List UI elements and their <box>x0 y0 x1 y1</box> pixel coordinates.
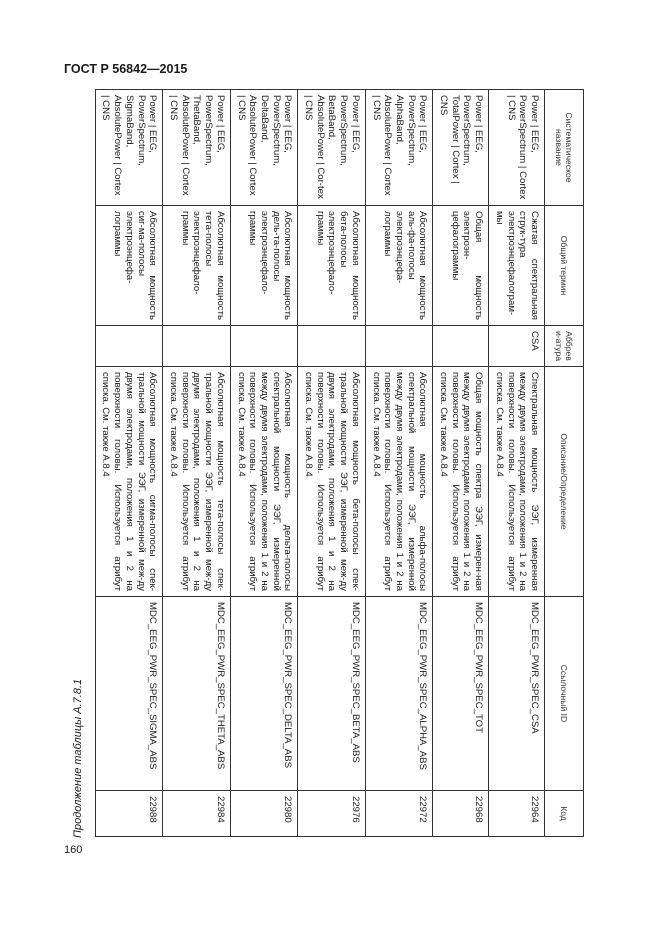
common-term-cell: Абсолютная мощность дель-та-полосы электроэнцефало-граммы <box>230 206 298 326</box>
code-cell: 22964 <box>489 791 545 837</box>
table-row <box>433 90 489 837</box>
column-header: Код <box>545 791 584 837</box>
column-header: Общий термин <box>545 206 584 326</box>
table-row <box>489 90 545 837</box>
common-term-cell: Абсолютная мощность сиг-ма-полосы электроэнцефа-лограммы <box>95 206 163 326</box>
systematic-name-cell: Power | EEG, PowerSpectrum, DeltaBand, AbsolutePower | Cortex | CNS <box>230 90 298 206</box>
description-cell: Абсолютная мощность сигма-полосы спек-тральной мощности ЭЭГ, измеренной меж-ду двумя электродами, положения 1 и 2 на поверхности головы. Используется атрибут списка. См. также А.8.4 <box>95 367 163 597</box>
reference-id-cell: MDC_EEG_PWR_SPEC_TOT <box>433 597 489 791</box>
reference-id-cell: MDC_EEG_PWR_SPEC_BETA_ABS <box>298 597 366 791</box>
abbreviation-cell <box>433 326 489 367</box>
column-header: Описание/Определение <box>545 367 584 597</box>
abbreviation-cell <box>298 326 366 367</box>
code-cell: 22988 <box>95 791 163 837</box>
code-cell: 22984 <box>163 791 231 837</box>
systematic-name-cell: Power | EEG, PowerSpectrum, BetaBand, AbsolutePower | Cor-tex | CNS <box>298 90 366 206</box>
systematic-name-cell: Power | EEG, PowerSpectrum | Cortex | CNS <box>489 90 545 206</box>
rotated-table-container <box>100 89 584 836</box>
description-cell: Спектральная мощность ЭЭГ, измеренная между двумя электродами, положения 1 и 2 на поверхности головы. Используется атрибут списка. См. также А.8.4 <box>489 367 545 597</box>
common-term-cell: Абсолютная мощность бета-полосы электроэнцефало-граммы <box>298 206 366 326</box>
column-header: Систематическое название <box>545 90 584 206</box>
description-cell: Общая мощность спектра ЭЭГ, измерен-ная между двумя электродами, положения 1 и 2 на поверхности головы. Используется атрибут списка. См. также А.8.4 <box>433 367 489 597</box>
table-continuation-label: Продолжение таблицы А.7.8.1 <box>72 678 84 838</box>
column-header: Аббреви-атура <box>545 326 584 367</box>
abbreviation-cell <box>95 326 163 367</box>
table-header-row <box>545 90 584 837</box>
code-cell: 22972 <box>365 791 433 837</box>
table-row <box>298 90 366 837</box>
abbreviation-cell <box>163 326 231 367</box>
table-row <box>230 90 298 837</box>
table-row <box>95 90 163 837</box>
abbreviation-cell <box>230 326 298 367</box>
description-cell: Абсолютная мощность бета-полосы спек-тральной мощности ЭЭГ, измеренной меж-ду двумя электродами, положения 1 и 2 на поверхности головы. Используется атрибут списка. См. также А.8.4 <box>298 367 366 597</box>
common-term-cell: Абсолютная мощность аль-фа-полосы электроэнцефа-лограммы <box>365 206 433 326</box>
standard-title: ГОСТ Р 56842—2015 <box>64 62 188 76</box>
reference-id-cell: MDC_EEG_PWR_SPEC_DELTA_ABS <box>230 597 298 791</box>
code-cell: 22980 <box>230 791 298 837</box>
description-cell: Абсолютная мощность дельта-полосы спектральной мощности ЭЭГ, измеренной между двумя электродами, положения 1 и 2 на поверхности головы. Используется атрибут списка. См. также А.8.4 <box>230 367 298 597</box>
code-cell: 22968 <box>433 791 489 837</box>
common-term-cell: Абсолютная мощность тета-полосы электроэнцефало-граммы <box>163 206 231 326</box>
page-number: 160 <box>64 844 83 856</box>
abbreviation-cell <box>365 326 433 367</box>
terms-table <box>95 89 584 837</box>
systematic-name-cell: Power | EEG, PowerSpectrum, AlphaBand, AbsolutePower | Cortex | CNS <box>365 90 433 206</box>
systematic-name-cell: Power | EEG, PowerSpectrum, ThetaBand, AbsolutePower | Cortex | CNS <box>163 90 231 206</box>
table-row <box>365 90 433 837</box>
table-row <box>163 90 231 837</box>
reference-id-cell: MDC_EEG_PWR_SPEC_SIGMA_ABS <box>95 597 163 791</box>
reference-id-cell: MDC_EEG_PWR_SPEC_CSA <box>489 597 545 791</box>
common-term-cell: Общая мощность электроэн-цефалограммы <box>433 206 489 326</box>
common-term-cell: Сжатая спектральная струк-тура электроэнцефалограм-мы <box>489 206 545 326</box>
description-cell: Абсолютная мощность альфа-полосы спектральной мощности ЭЭГ, измеренной между двумя электродами, положения 1 и 2 на поверхности головы. Используется атрибут списка. См. также А.8.4 <box>365 367 433 597</box>
reference-id-cell: MDC_EEG_PWR_SPEC_ALPHA_ABS <box>365 597 433 791</box>
code-cell: 22976 <box>298 791 366 837</box>
systematic-name-cell: Power | EEG, PowerSpectrum, SigmaBand, AbsolutePower | Cortex | CNS <box>95 90 163 206</box>
description-cell: Абсолютная мощность тета-полосы спек-тральной мощности ЭЭГ, измеренной меж-ду двумя электродами, положения 1 и 2 на поверхности головы. Используется атрибут списка. См. также А.8.4 <box>163 367 231 597</box>
column-header: Ссылочный ID <box>545 597 584 791</box>
reference-id-cell: MDC_EEG_PWR_SPEC_THETA_ABS <box>163 597 231 791</box>
abbreviation-cell: CSA <box>489 326 545 367</box>
systematic-name-cell: Power | EEG, PowerSpectrum, TotalPower | Cortex | CNS <box>433 90 489 206</box>
